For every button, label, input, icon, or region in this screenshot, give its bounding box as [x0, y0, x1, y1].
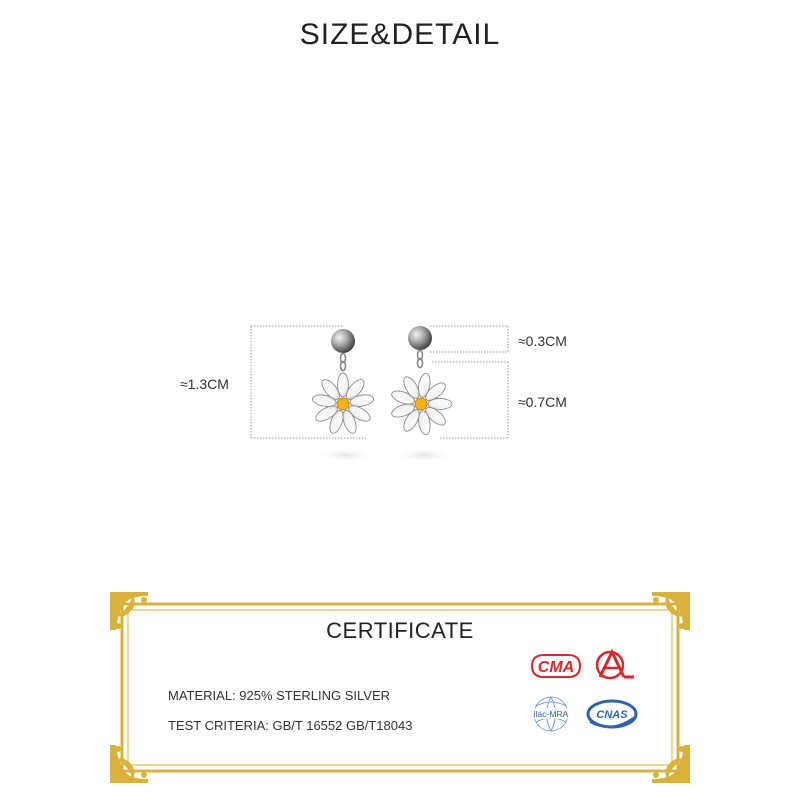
ball-stud-icon [408, 326, 432, 350]
ilac-mra-logo-icon [526, 694, 576, 734]
cma-logo-text: CMA [537, 659, 575, 676]
earring-right [390, 326, 452, 435]
earring-shadow [394, 448, 454, 462]
page-title: SIZE&DETAIL [299, 18, 501, 51]
ca-logo-text: CAL [629, 681, 631, 682]
total-height-label: ≈1.3CM [180, 376, 229, 392]
ball-stud-icon [331, 329, 355, 353]
earring-left [312, 329, 375, 435]
chain-link-icon [341, 354, 346, 371]
material-text: MATERIAL: 925% STERLING SILVER [168, 688, 391, 703]
daisy-flower-icon [312, 373, 375, 435]
cma-logo-icon [528, 652, 584, 680]
ca-logo-icon [588, 648, 640, 682]
daisy-flower-icon [390, 373, 452, 436]
test-criteria-text: TEST CRITERIA: GB/T 16552 GB/T18043 [168, 718, 413, 733]
certificate-title: CERTIFICATE [326, 618, 474, 643]
ball-height-label: ≈0.3CM [518, 333, 567, 349]
measure-ball-height [430, 326, 508, 352]
cnas-logo-icon [584, 696, 640, 732]
cnas-logo-text: CNAS [596, 709, 628, 721]
flower-height-label: ≈0.7CM [518, 394, 567, 410]
chain-link-icon [418, 351, 423, 368]
earring-shadow [316, 448, 376, 462]
ilac-logo-text: ilac-MRA [533, 709, 569, 719]
